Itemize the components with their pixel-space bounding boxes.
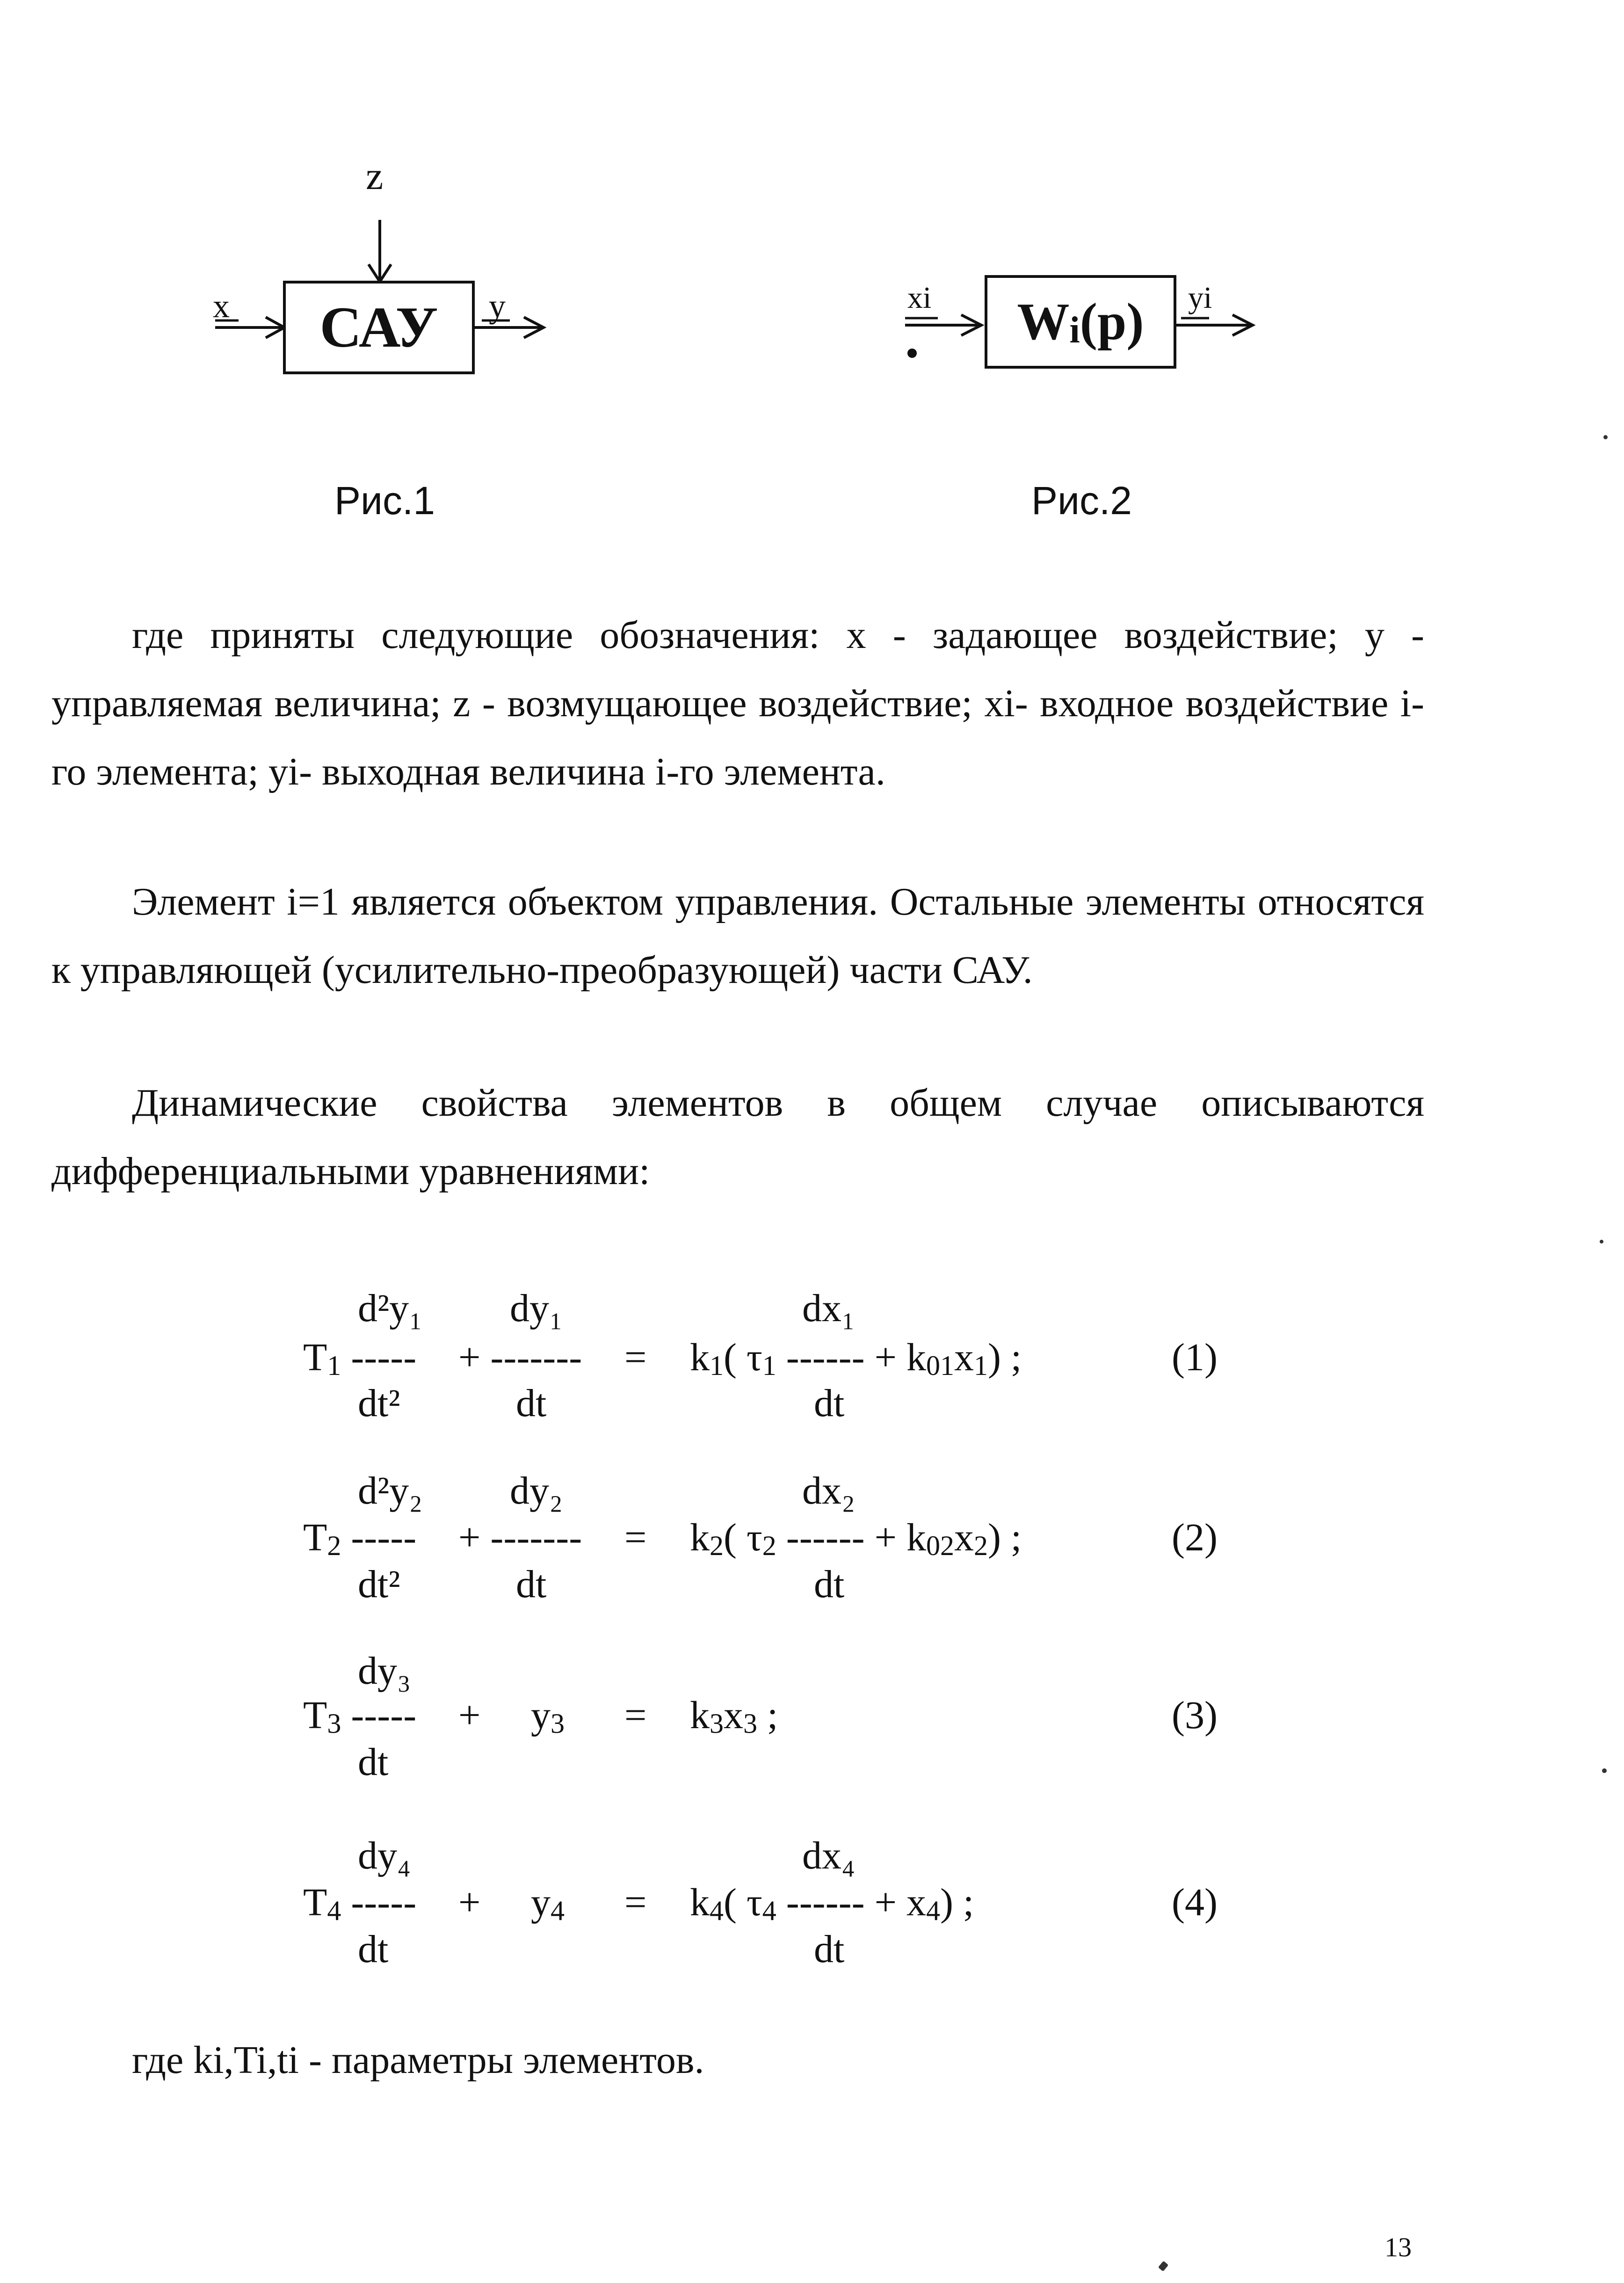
eq1-number: (1) [1172, 1336, 1218, 1379]
eq1-plus: + ------- [458, 1336, 582, 1379]
figure-1-caption: Рис.1 [334, 479, 435, 523]
wi-block-label-w: W [1017, 292, 1070, 351]
eq4-y: y4 [531, 1881, 565, 1926]
eq3-equals: = [624, 1694, 647, 1737]
eq2-number: (2) [1172, 1516, 1218, 1559]
scan-speck [1600, 1240, 1603, 1243]
sau-block [283, 281, 475, 374]
paragraph-notation: где приняты следующие обозначения: x - задающее воздействие; y - управляемая величина; z - возмущающее воздействие; xi- входное воздействие i-го элемента; yi- выходная величина i-го элемента. [51, 613, 1424, 793]
figure-2-caption: Рис.2 [1031, 479, 1132, 523]
wi-block-label-i: i [1069, 309, 1080, 351]
eq4-plus: + [458, 1881, 481, 1924]
eq4-numerator-a: dy₄ [358, 1834, 411, 1877]
eq3-T: T3 ----- [303, 1694, 417, 1739]
eq4-numerator-c: dx₄ [802, 1834, 856, 1877]
eq1-denominator-a: dt² [358, 1381, 400, 1425]
eq2-equals: = [624, 1516, 647, 1559]
output-label: y [489, 287, 506, 325]
eq1-numerator-a: d²y₁ [358, 1287, 423, 1330]
eq1-equals: = [624, 1336, 647, 1379]
eq4-T: T4 ----- [303, 1881, 417, 1926]
input-label: xi [907, 281, 932, 315]
wi-block-label-p: (p) [1080, 292, 1144, 351]
eq2-numerator-a: d²y₂ [358, 1469, 423, 1512]
eq2-T: T2 ----- [303, 1516, 417, 1561]
eq1-numerator-c: dx₁ [802, 1287, 856, 1330]
sau-block-label: САУ [319, 295, 438, 359]
eq3-numerator-a: dy₃ [358, 1649, 411, 1693]
eq1-denominator-b: dt [516, 1381, 547, 1425]
output-label: yi [1188, 281, 1212, 315]
eq2-numerator-c: dx₂ [802, 1469, 856, 1512]
eq1-rhs: k1( τ1 ------ + k01x1) ; [690, 1336, 1022, 1381]
eq3-number: (3) [1172, 1694, 1218, 1737]
eq2-denominator-a: dt² [358, 1563, 400, 1606]
eq2-denominator-b: dt [516, 1563, 547, 1606]
eq2-rhs: k2( τ2 ------ + k02x2) ; [690, 1516, 1022, 1561]
eq3-y: y3 [531, 1694, 565, 1739]
input-label: x [213, 287, 230, 325]
eq3-plus: + [458, 1694, 481, 1737]
eq2-denominator-c: dt [814, 1563, 845, 1606]
eq1-denominator-c: dt [814, 1381, 845, 1425]
eq4-denominator-c: dt [814, 1927, 845, 1971]
eq3-denominator-a: dt [358, 1740, 389, 1784]
eq4-rhs: k4( τ4 ------ + x4) ; [690, 1881, 974, 1926]
scan-speck [1603, 435, 1608, 439]
paragraph-control-object: Элемент i=1 является объектом управления. Остальные элементы относятся к управляющей (усилительно-преобразующей) части САУ. [51, 880, 1424, 992]
scan-speck [1158, 2261, 1168, 2272]
paragraph-dynamics: Динамические свойства элементов в общем случае описываются дифференциальными уравнениями: [51, 1081, 1424, 1193]
parameters-note: где ki,Ti,ti - параметры элементов. [132, 2038, 704, 2082]
eq1-numerator-b: dy₁ [510, 1287, 563, 1330]
disturbance-label: z [366, 154, 384, 198]
eq4-denominator-a: dt [358, 1927, 389, 1971]
eq4-number: (4) [1172, 1881, 1218, 1924]
wi-block [985, 275, 1176, 369]
page-number: 13 [1385, 2232, 1412, 2262]
eq3-rhs: k3x3 ; [690, 1694, 778, 1739]
eq2-plus: + ------- [458, 1516, 582, 1559]
scan-speck [1602, 1768, 1607, 1773]
eq4-equals: = [624, 1881, 647, 1924]
eq1-T: T1 ----- [303, 1336, 417, 1381]
eq2-numerator-b: dy₂ [510, 1469, 563, 1512]
